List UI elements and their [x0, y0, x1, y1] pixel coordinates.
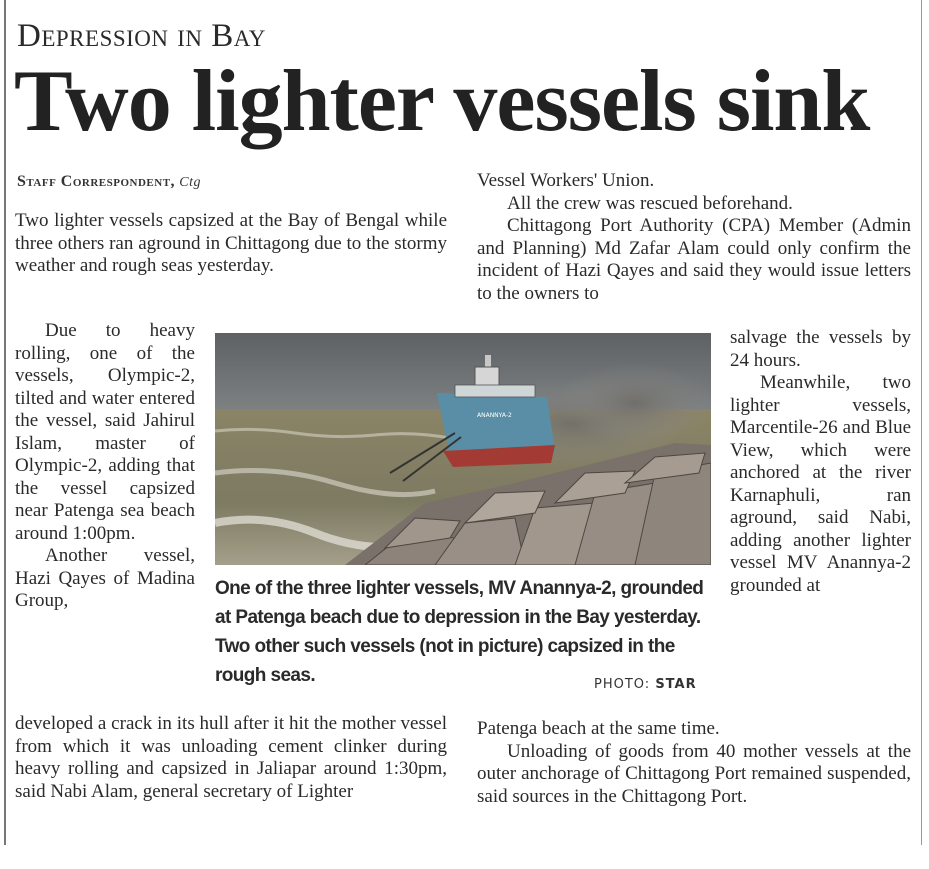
ship-aground-illustration — [215, 333, 711, 565]
paragraph-1: Two lighter vessels capsized at the Bay of Bengal while three others ran aground in Chittagong due to the stormy weather and rough seas yesterday. — [15, 210, 447, 276]
paragraph-3c: Vessel Workers' Union. — [477, 170, 655, 191]
column-right-bottom — [477, 718, 911, 808]
byline — [17, 173, 201, 191]
column-left-bottom — [15, 713, 447, 803]
paragraph-3a: Another vessel, Hazi Qayes of Madina Group, — [15, 545, 195, 611]
paragraph-5a: Chittagong Port Authority (CPA) Member (Admin and Planning) Md Zafar Alam could only confirm the incident of Hazi Qayes and said they would issue letters to the owners to — [477, 215, 911, 304]
byline-author: Staff Correspondent, — [17, 173, 176, 190]
paragraph-6b: Patenga beach at the same time. — [477, 718, 720, 739]
news-photo — [215, 333, 711, 565]
paragraph-6a: Meanwhile, two lighter vessels, Marcentile-26 and Blue View, which were anchored at the river Karnaphuli, ran aground, said Nabi, adding another lighter vessel MV Anannya-2 grounded at — [730, 372, 911, 596]
byline-location: Ctg — [179, 175, 202, 190]
headline: Two lighter vessels sink — [14, 53, 870, 150]
photo-credit-prefix: PHOTO: — [594, 677, 651, 692]
paragraph-4: All the crew was rescued beforehand. — [507, 192, 793, 214]
photo-caption: One of the three lighter vessels, MV Anannya-2, grounded at Patenga beach due to depression in the Bay yesterday. Two other such vessels (not in picture) capsized in the rough seas. — [215, 578, 704, 686]
kicker — [17, 18, 266, 55]
ship-name-text: ANANNYA-2 — [477, 412, 512, 419]
paragraph-2: Due to heavy rolling, one of the vessels, Olympic-2, tilted and water entered the vessel, said Jahirul Islam, master of Olympic-2, adding that the vessel capsized near Patenga sea beach around 1:00pm. — [15, 320, 195, 544]
photo-credit — [594, 677, 697, 692]
column-right-narrow — [730, 327, 911, 597]
column-left-narrow — [15, 320, 195, 613]
column-rule-right — [921, 0, 922, 845]
column-right-top — [477, 170, 911, 305]
column-left-top — [15, 210, 447, 278]
kicker-text: Depression in Bay — [17, 18, 266, 54]
paragraph-7: Unloading of goods from 40 mother vessels at the outer anchorage of Chittagong Port remained suspended, said sources in the Chittagong Port. — [477, 740, 911, 807]
photo-credit-source: STAR — [655, 677, 697, 692]
column-rule-left — [4, 0, 6, 845]
paragraph-3b: developed a crack in its hull after it hit the mother vessel from which it was unloading cement clinker during heavy rolling and capsized in Jaliapar around 1:30pm, said Nabi Alam, general secretary of Lighter — [15, 713, 447, 802]
paragraph-5b: salvage the vessels by 24 hours. — [730, 327, 911, 371]
